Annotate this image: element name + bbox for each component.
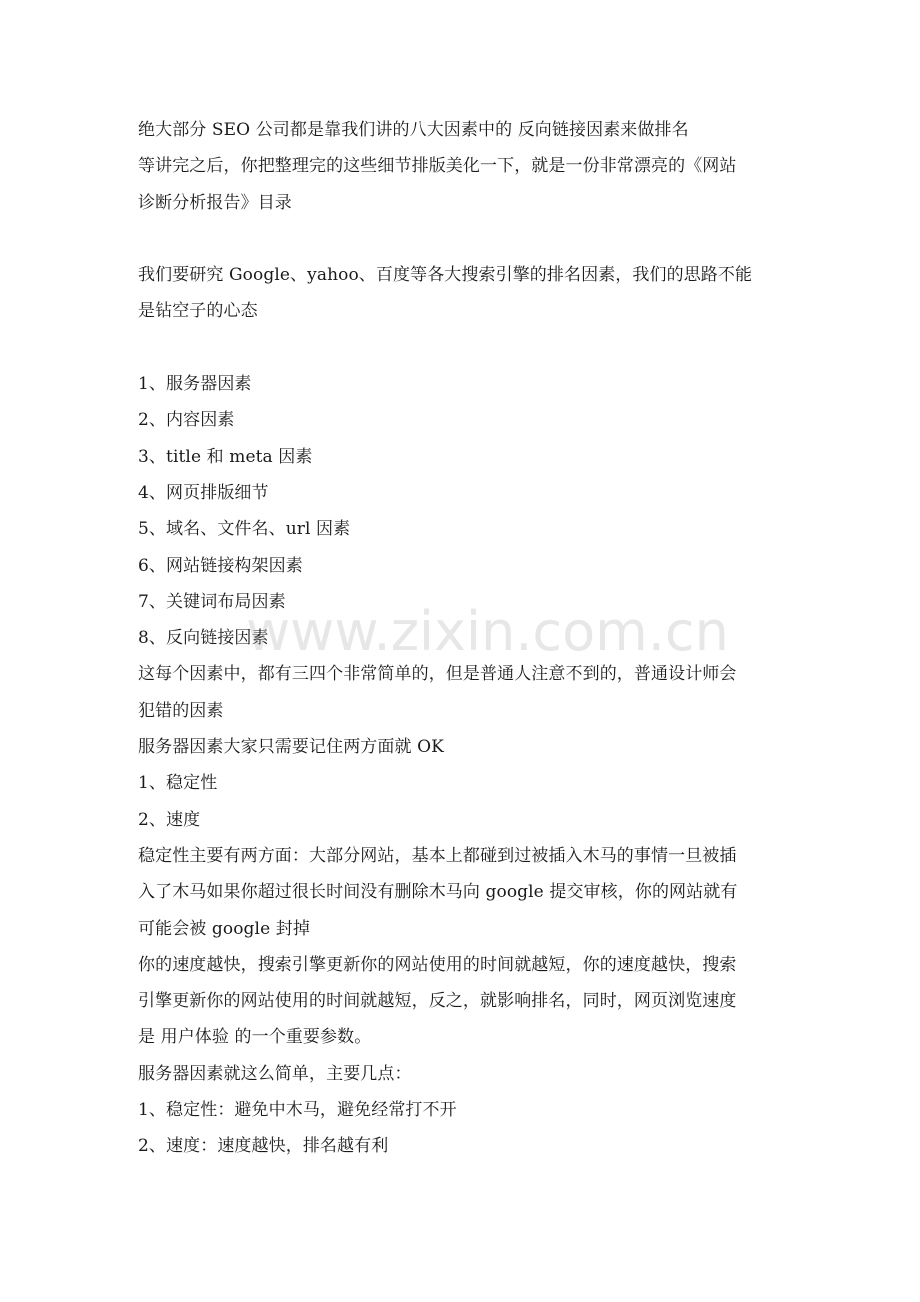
factor-item: 3、title 和 meta 因素	[138, 446, 313, 467]
factor-item: 1、服务器因素	[138, 374, 252, 395]
text-line: 服务器因素大家只需要记住两方面就 OK	[138, 737, 444, 758]
text-line: 引擎更新你的网站使用的时间就越短，反之，就影响排名，同时，网页浏览速度	[138, 991, 737, 1012]
text-line: 这每个因素中，都有三四个非常简单的，但是普通人注意不到的，普通设计师会	[138, 664, 737, 685]
factor-item: 7、关键词布局因素	[138, 591, 286, 612]
text-line: 2、速度：速度越快，排名越有利	[138, 1136, 389, 1157]
factor-item: 2、内容因素	[138, 410, 235, 431]
blank-line	[138, 221, 788, 257]
text-line: 绝大部分 SEO 公司都是靠我们讲的八大因素中的 反向链接因素来做排名	[138, 120, 689, 140]
factor-item: 8、反向链接因素	[138, 628, 269, 649]
text-line: 诊断分析报告》目录	[138, 192, 292, 213]
watermark: www.zixin.com.cn	[246, 600, 729, 663]
text-line: 1、稳定性：避免中木马，避免经常打不开	[138, 1100, 457, 1121]
factor-item: 6、网站链接构架因素	[138, 555, 303, 576]
factor-item: 4、网页排版细节	[138, 482, 269, 503]
blank-line	[138, 330, 788, 366]
text-line: 你的速度越快，搜索引擎更新你的网站使用的时间就越短，你的速度越快，搜索	[138, 954, 737, 975]
text-line: 稳定性主要有两方面：大部分网站，基本上都碰到过被插入木马的事情一旦被插	[138, 845, 737, 866]
text-line: 犯错的因素	[138, 700, 224, 721]
text-line: 入了木马如果你超过很长时间没有删除木马向 google 提交审核，你的网站就有	[138, 882, 738, 903]
text-line: 等讲完之后，你把整理完的这些细节排版美化一下，就是一份非常漂亮的《网站	[138, 156, 737, 177]
text-line: 是 用户体验 的一个重要参数。	[138, 1027, 372, 1048]
factor-item: 5、域名、文件名、url 因素	[138, 519, 351, 540]
text-line: 2、速度	[138, 809, 201, 830]
text-line: 我们要研究 Google、yahoo、百度等各大搜索引擎的排名因素，我们的思路不能	[138, 265, 753, 286]
document-body	[138, 112, 788, 1165]
text-line: 可能会被 google 封掉	[138, 918, 310, 939]
text-line: 服务器因素就这么简单，主要几点：	[138, 1063, 412, 1084]
text-line: 1、稳定性	[138, 773, 218, 794]
text-line: 是钻空子的心态	[138, 301, 258, 322]
